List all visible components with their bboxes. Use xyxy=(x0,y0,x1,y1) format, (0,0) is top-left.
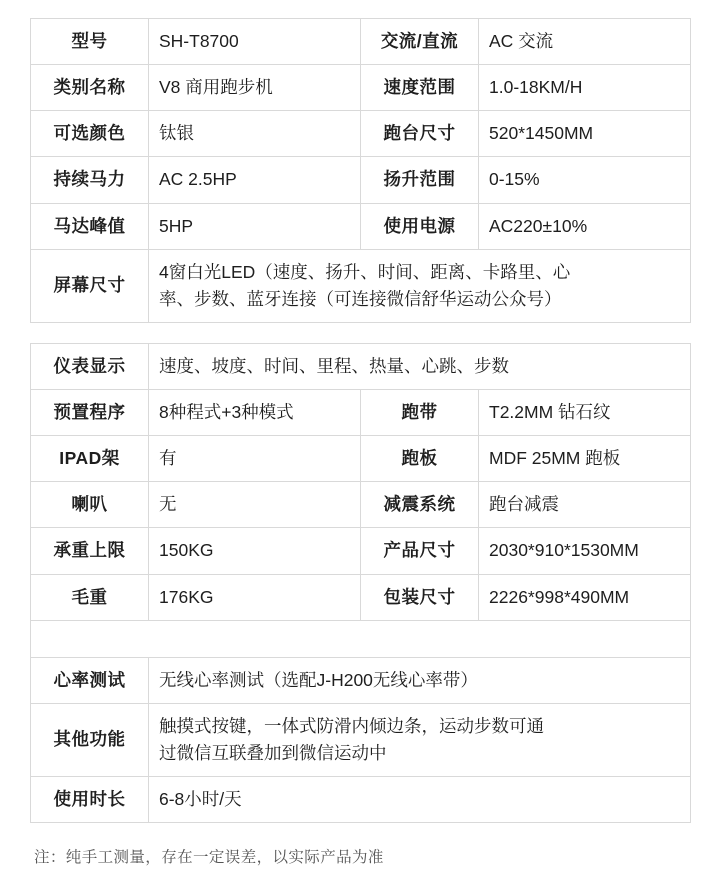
label-power-supply: 使用电源 xyxy=(361,203,479,249)
screen-size-line-2: 率、步数、蓝牙连接（可连接微信舒华运动公众号） xyxy=(159,288,562,309)
value-usage-time: 6-8小时/天 xyxy=(149,777,691,823)
label-screen-size: 屏幕尺寸 xyxy=(31,249,149,322)
label-shock-system: 减震系统 xyxy=(361,482,479,528)
table-row xyxy=(31,65,691,111)
table-row xyxy=(31,390,691,436)
label-color: 可选颜色 xyxy=(31,111,149,157)
table-row xyxy=(31,482,691,528)
table-row xyxy=(31,203,691,249)
value-speaker: 无 xyxy=(149,482,361,528)
value-current-type: AC 交流 xyxy=(479,19,691,65)
value-gross-weight: 176KG xyxy=(149,574,361,620)
value-continuous-hp: AC 2.5HP xyxy=(149,157,361,203)
spec-table-bottom xyxy=(30,343,691,823)
label-deck-size: 跑台尺寸 xyxy=(361,111,479,157)
label-preset-programs: 预置程序 xyxy=(31,390,149,436)
label-other-functions: 其他功能 xyxy=(31,703,149,776)
label-model: 型号 xyxy=(31,19,149,65)
screen-size-line-1: 4窗白光LED（速度、扬升、时间、距离、卡路里、心 xyxy=(159,261,571,282)
table-row xyxy=(31,657,691,703)
table-row xyxy=(31,19,691,65)
measurement-note: 注：纯手工测量，存在一定误差，以实际产品为准 xyxy=(34,849,384,867)
label-category: 类别名称 xyxy=(31,65,149,111)
other-functions-line-1: 触摸式按键，一体式防滑内倾边条，运动步数可通 xyxy=(159,715,544,736)
value-ipad-holder: 有 xyxy=(149,436,361,482)
value-color: 钛银 xyxy=(149,111,361,157)
label-ipad-holder: IPAD架 xyxy=(31,436,149,482)
table-row xyxy=(31,703,691,776)
value-deck-size: 520*1450MM xyxy=(479,111,691,157)
table-row xyxy=(31,777,691,823)
spec-table-top xyxy=(30,18,691,323)
value-speed-range: 1.0-18KM/H xyxy=(479,65,691,111)
value-screen-size xyxy=(149,249,691,322)
value-power-supply: AC220±10% xyxy=(479,203,691,249)
value-category: V8 商用跑步机 xyxy=(149,65,361,111)
table-row xyxy=(31,574,691,620)
other-functions-line-2: 过微信互联叠加到微信运动中 xyxy=(159,742,387,763)
label-package-size: 包装尺寸 xyxy=(361,574,479,620)
value-meter-display: 速度、坡度、时间、里程、热量、心跳、步数 xyxy=(149,343,691,389)
label-speaker: 喇叭 xyxy=(31,482,149,528)
value-other-functions xyxy=(149,703,691,776)
table-row xyxy=(31,249,691,322)
label-usage-time: 使用时长 xyxy=(31,777,149,823)
table-row xyxy=(31,157,691,203)
value-max-load: 150KG xyxy=(149,528,361,574)
label-running-belt: 跑带 xyxy=(361,390,479,436)
value-model: SH-T8700 xyxy=(149,19,361,65)
value-preset-programs: 8种程式+3种模式 xyxy=(149,390,361,436)
label-product-size: 产品尺寸 xyxy=(361,528,479,574)
table-inner-gap xyxy=(31,620,691,657)
value-running-belt: T2.2MM 钻石纹 xyxy=(479,390,691,436)
label-max-load: 承重上限 xyxy=(31,528,149,574)
label-incline-range: 扬升范围 xyxy=(361,157,479,203)
label-continuous-hp: 持续马力 xyxy=(31,157,149,203)
label-running-board: 跑板 xyxy=(361,436,479,482)
value-running-board: MDF 25MM 跑板 xyxy=(479,436,691,482)
label-meter-display: 仪表显示 xyxy=(31,343,149,389)
label-peak-hp: 马达峰值 xyxy=(31,203,149,249)
value-product-size: 2030*910*1530MM xyxy=(479,528,691,574)
label-gross-weight: 毛重 xyxy=(31,574,149,620)
table-row xyxy=(31,343,691,389)
label-current-type: 交流/直流 xyxy=(361,19,479,65)
table-row xyxy=(31,528,691,574)
table-row xyxy=(31,111,691,157)
value-shock-system: 跑台减震 xyxy=(479,482,691,528)
table-inner-gap-cell xyxy=(31,620,691,657)
table-separator xyxy=(30,323,690,343)
table-row xyxy=(31,436,691,482)
label-heart-rate-test: 心率测试 xyxy=(31,657,149,703)
value-package-size: 2226*998*490MM xyxy=(479,574,691,620)
value-incline-range: 0-15% xyxy=(479,157,691,203)
value-heart-rate-test: 无线心率测试（选配J-H200无线心率带） xyxy=(149,657,691,703)
label-speed-range: 速度范围 xyxy=(361,65,479,111)
value-peak-hp: 5HP xyxy=(149,203,361,249)
